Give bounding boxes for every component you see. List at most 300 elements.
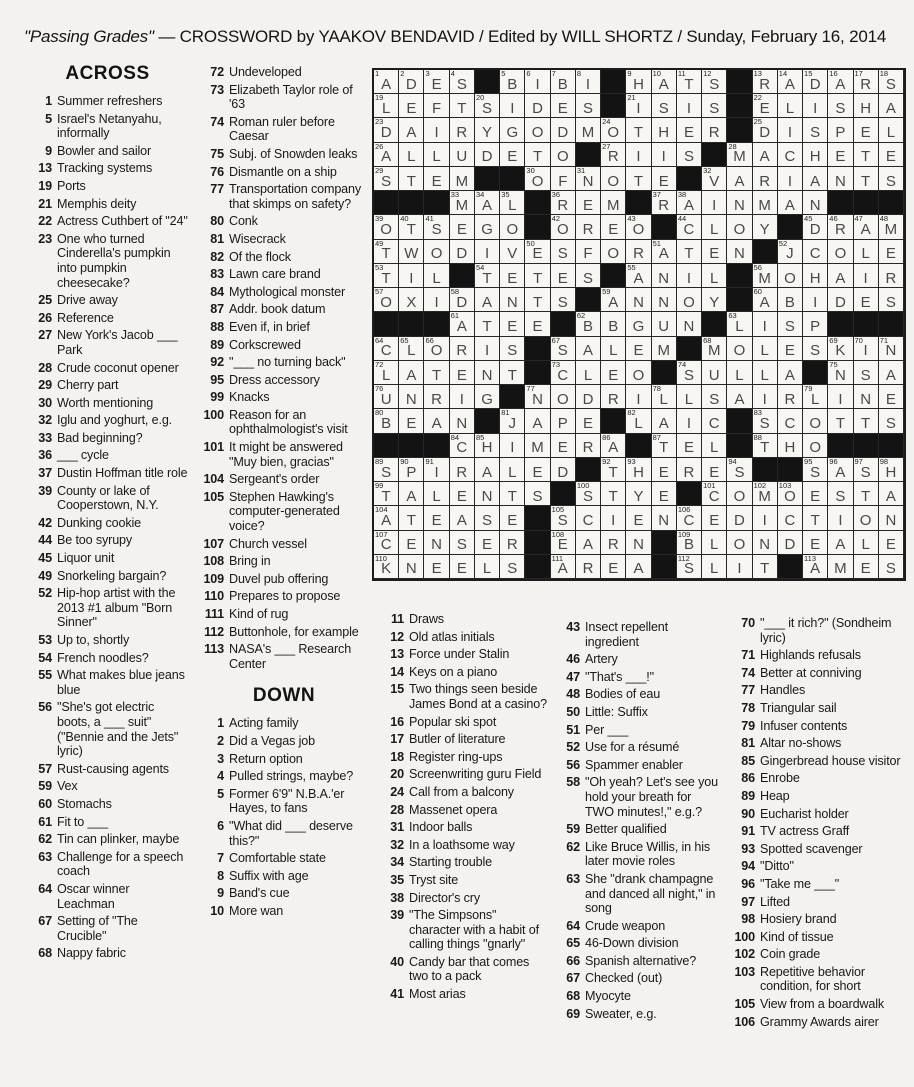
grid-cell-r4c18[interactable] (803, 143, 828, 167)
grid-cell-r13c6[interactable] (500, 361, 525, 385)
grid-cell-r8c21[interactable] (879, 240, 904, 264)
grid-cell-r1c19[interactable] (828, 70, 853, 94)
grid-cell-r3c16[interactable] (753, 118, 778, 142)
grid-cell-r2c7[interactable] (525, 94, 550, 118)
grid-cell-r11c6[interactable] (500, 312, 525, 336)
grid-cell-r5c12[interactable] (652, 167, 677, 191)
grid-cell-r18c5[interactable] (475, 482, 500, 506)
grid-cell-r11c17[interactable] (778, 312, 803, 336)
grid-cell-r6c6[interactable] (500, 191, 525, 215)
grid-cell-r9c19[interactable] (828, 264, 853, 288)
grid-cell-r5c17[interactable] (778, 167, 803, 191)
grid-cell-r2c2[interactable] (399, 94, 424, 118)
grid-cell-r9c11[interactable] (626, 264, 651, 288)
grid-cell-r20c16[interactable] (753, 531, 778, 555)
grid-cell-r8c17[interactable] (778, 240, 803, 264)
grid-cell-r5c3[interactable] (424, 167, 449, 191)
grid-cell-r9c5[interactable] (475, 264, 500, 288)
grid-cell-r15c12[interactable] (652, 409, 677, 433)
grid-cell-r11c13[interactable] (677, 312, 702, 336)
grid-cell-r3c4[interactable] (450, 118, 475, 142)
grid-cell-r17c3[interactable] (424, 458, 449, 482)
grid-cell-r7c21[interactable] (879, 215, 904, 239)
grid-cell-r6c9[interactable] (576, 191, 601, 215)
grid-cell-r8c6[interactable] (500, 240, 525, 264)
grid-cell-r11c18[interactable] (803, 312, 828, 336)
grid-cell-r13c10[interactable] (601, 361, 626, 385)
grid-cell-r12c2[interactable] (399, 337, 424, 361)
grid-cell-r8c20[interactable] (854, 240, 879, 264)
grid-cell-r1c7[interactable] (525, 70, 550, 94)
grid-cell-r15c3[interactable] (424, 409, 449, 433)
grid-cell-r9c7[interactable] (525, 264, 550, 288)
grid-cell-r5c2[interactable] (399, 167, 424, 191)
grid-cell-r12c14[interactable] (702, 337, 727, 361)
grid-cell-r11c10[interactable] (601, 312, 626, 336)
grid-cell-r2c4[interactable] (450, 94, 475, 118)
grid-cell-r13c19[interactable] (828, 361, 853, 385)
grid-cell-r10c8[interactable] (551, 288, 576, 312)
grid-cell-r5c18[interactable] (803, 167, 828, 191)
grid-cell-r20c14[interactable] (702, 531, 727, 555)
grid-cell-r3c18[interactable] (803, 118, 828, 142)
grid-cell-r16c14[interactable] (702, 434, 727, 458)
grid-cell-r10c7[interactable] (525, 288, 550, 312)
grid-cell-r17c14[interactable] (702, 458, 727, 482)
grid-cell-r18c20[interactable] (854, 482, 879, 506)
grid-cell-r16c6[interactable] (500, 434, 525, 458)
grid-cell-r3c20[interactable] (854, 118, 879, 142)
grid-cell-r3c11[interactable] (626, 118, 651, 142)
grid-cell-r20c10[interactable] (601, 531, 626, 555)
grid-cell-r7c5[interactable] (475, 215, 500, 239)
grid-cell-r18c11[interactable] (626, 482, 651, 506)
grid-cell-r20c9[interactable] (576, 531, 601, 555)
grid-cell-r3c6[interactable] (500, 118, 525, 142)
grid-cell-r6c14[interactable] (702, 191, 727, 215)
grid-cell-r4c1[interactable] (374, 143, 399, 167)
grid-cell-r17c18[interactable] (803, 458, 828, 482)
grid-cell-r15c14[interactable] (702, 409, 727, 433)
grid-cell-r21c8[interactable] (551, 555, 576, 579)
grid-cell-r9c17[interactable] (778, 264, 803, 288)
grid-cell-r20c11[interactable] (626, 531, 651, 555)
grid-cell-r19c1[interactable] (374, 506, 399, 530)
grid-cell-r18c19[interactable] (828, 482, 853, 506)
grid-cell-r10c10[interactable] (601, 288, 626, 312)
grid-cell-r4c5[interactable] (475, 143, 500, 167)
grid-cell-r14c3[interactable] (424, 385, 449, 409)
grid-cell-r4c16[interactable] (753, 143, 778, 167)
grid-cell-r21c15[interactable] (727, 555, 752, 579)
grid-cell-r20c18[interactable] (803, 531, 828, 555)
grid-cell-r1c12[interactable] (652, 70, 677, 94)
grid-cell-r8c19[interactable] (828, 240, 853, 264)
grid-cell-r3c13[interactable] (677, 118, 702, 142)
grid-cell-r18c7[interactable] (525, 482, 550, 506)
grid-cell-r20c3[interactable] (424, 531, 449, 555)
grid-cell-r5c20[interactable] (854, 167, 879, 191)
grid-cell-r10c1[interactable] (374, 288, 399, 312)
grid-cell-r1c14[interactable] (702, 70, 727, 94)
grid-cell-r1c3[interactable] (424, 70, 449, 94)
grid-cell-r13c17[interactable] (778, 361, 803, 385)
grid-cell-r6c17[interactable] (778, 191, 803, 215)
grid-cell-r12c3[interactable] (424, 337, 449, 361)
grid-cell-r1c6[interactable] (500, 70, 525, 94)
grid-cell-r12c15[interactable] (727, 337, 752, 361)
grid-cell-r12c6[interactable] (500, 337, 525, 361)
grid-cell-r11c16[interactable] (753, 312, 778, 336)
grid-cell-r19c10[interactable] (601, 506, 626, 530)
grid-cell-r20c20[interactable] (854, 531, 879, 555)
grid-cell-r1c2[interactable] (399, 70, 424, 94)
grid-cell-r7c1[interactable] (374, 215, 399, 239)
grid-cell-r19c21[interactable] (879, 506, 904, 530)
grid-cell-r9c14[interactable] (702, 264, 727, 288)
grid-cell-r19c19[interactable] (828, 506, 853, 530)
grid-cell-r8c4[interactable] (450, 240, 475, 264)
grid-cell-r3c7[interactable] (525, 118, 550, 142)
grid-cell-r2c19[interactable] (828, 94, 853, 118)
grid-cell-r13c20[interactable] (854, 361, 879, 385)
grid-cell-r18c2[interactable] (399, 482, 424, 506)
grid-cell-r5c8[interactable] (551, 167, 576, 191)
grid-cell-r5c16[interactable] (753, 167, 778, 191)
grid-cell-r1c1[interactable] (374, 70, 399, 94)
grid-cell-r10c13[interactable] (677, 288, 702, 312)
grid-cell-r8c9[interactable] (576, 240, 601, 264)
grid-cell-r17c8[interactable] (551, 458, 576, 482)
grid-cell-r19c12[interactable] (652, 506, 677, 530)
grid-cell-r2c5[interactable] (475, 94, 500, 118)
grid-cell-r10c4[interactable] (450, 288, 475, 312)
grid-cell-r16c5[interactable] (475, 434, 500, 458)
grid-cell-r20c19[interactable] (828, 531, 853, 555)
grid-cell-r13c11[interactable] (626, 361, 651, 385)
grid-cell-r15c13[interactable] (677, 409, 702, 433)
grid-cell-r20c1[interactable] (374, 531, 399, 555)
grid-cell-r17c5[interactable] (475, 458, 500, 482)
grid-cell-r13c4[interactable] (450, 361, 475, 385)
grid-cell-r12c10[interactable] (601, 337, 626, 361)
grid-cell-r14c13[interactable] (677, 385, 702, 409)
grid-cell-r14c2[interactable] (399, 385, 424, 409)
grid-cell-r3c21[interactable] (879, 118, 904, 142)
grid-cell-r4c6[interactable] (500, 143, 525, 167)
grid-cell-r14c9[interactable] (576, 385, 601, 409)
grid-cell-r9c20[interactable] (854, 264, 879, 288)
grid-cell-r13c14[interactable] (702, 361, 727, 385)
grid-cell-r7c13[interactable] (677, 215, 702, 239)
grid-cell-r10c16[interactable] (753, 288, 778, 312)
grid-cell-r14c19[interactable] (828, 385, 853, 409)
grid-cell-r10c18[interactable] (803, 288, 828, 312)
grid-cell-r8c8[interactable] (551, 240, 576, 264)
grid-cell-r7c20[interactable] (854, 215, 879, 239)
grid-cell-r18c18[interactable] (803, 482, 828, 506)
grid-cell-r2c11[interactable] (626, 94, 651, 118)
grid-cell-r1c4[interactable] (450, 70, 475, 94)
grid-cell-r21c5[interactable] (475, 555, 500, 579)
grid-cell-r21c14[interactable] (702, 555, 727, 579)
grid-cell-r7c2[interactable] (399, 215, 424, 239)
grid-cell-r4c21[interactable] (879, 143, 904, 167)
grid-cell-r5c15[interactable] (727, 167, 752, 191)
grid-cell-r17c13[interactable] (677, 458, 702, 482)
grid-cell-r3c10[interactable] (601, 118, 626, 142)
grid-cell-r12c19[interactable] (828, 337, 853, 361)
grid-cell-r13c9[interactable] (576, 361, 601, 385)
grid-cell-r2c9[interactable] (576, 94, 601, 118)
grid-cell-r15c1[interactable] (374, 409, 399, 433)
grid-cell-r12c9[interactable] (576, 337, 601, 361)
grid-cell-r12c17[interactable] (778, 337, 803, 361)
grid-cell-r13c21[interactable] (879, 361, 904, 385)
grid-cell-r21c2[interactable] (399, 555, 424, 579)
grid-cell-r17c21[interactable] (879, 458, 904, 482)
grid-cell-r9c16[interactable] (753, 264, 778, 288)
grid-cell-r19c8[interactable] (551, 506, 576, 530)
grid-cell-r15c7[interactable] (525, 409, 550, 433)
grid-cell-r5c7[interactable] (525, 167, 550, 191)
grid-cell-r7c3[interactable] (424, 215, 449, 239)
grid-cell-r12c21[interactable] (879, 337, 904, 361)
grid-cell-r21c13[interactable] (677, 555, 702, 579)
grid-cell-r3c17[interactable] (778, 118, 803, 142)
grid-cell-r19c14[interactable] (702, 506, 727, 530)
grid-cell-r16c7[interactable] (525, 434, 550, 458)
grid-cell-r15c18[interactable] (803, 409, 828, 433)
grid-cell-r10c19[interactable] (828, 288, 853, 312)
grid-cell-r5c9[interactable] (576, 167, 601, 191)
grid-cell-r5c11[interactable] (626, 167, 651, 191)
grid-cell-r14c11[interactable] (626, 385, 651, 409)
grid-cell-r7c19[interactable] (828, 215, 853, 239)
grid-cell-r9c3[interactable] (424, 264, 449, 288)
grid-cell-r13c1[interactable] (374, 361, 399, 385)
grid-cell-r21c21[interactable] (879, 555, 904, 579)
grid-cell-r4c19[interactable] (828, 143, 853, 167)
grid-cell-r2c1[interactable] (374, 94, 399, 118)
grid-cell-r18c4[interactable] (450, 482, 475, 506)
grid-cell-r3c19[interactable] (828, 118, 853, 142)
grid-cell-r16c18[interactable] (803, 434, 828, 458)
grid-cell-r19c3[interactable] (424, 506, 449, 530)
grid-cell-r13c16[interactable] (753, 361, 778, 385)
grid-cell-r8c18[interactable] (803, 240, 828, 264)
grid-cell-r15c8[interactable] (551, 409, 576, 433)
grid-cell-r17c2[interactable] (399, 458, 424, 482)
grid-cell-r5c4[interactable] (450, 167, 475, 191)
grid-cell-r8c5[interactable] (475, 240, 500, 264)
grid-cell-r10c17[interactable] (778, 288, 803, 312)
grid-cell-r2c17[interactable] (778, 94, 803, 118)
grid-cell-r12c11[interactable] (626, 337, 651, 361)
grid-cell-r10c5[interactable] (475, 288, 500, 312)
grid-cell-r14c14[interactable] (702, 385, 727, 409)
grid-cell-r18c3[interactable] (424, 482, 449, 506)
grid-cell-r11c7[interactable] (525, 312, 550, 336)
grid-cell-r15c19[interactable] (828, 409, 853, 433)
grid-cell-r12c5[interactable] (475, 337, 500, 361)
grid-cell-r9c21[interactable] (879, 264, 904, 288)
grid-cell-r14c5[interactable] (475, 385, 500, 409)
grid-cell-r21c6[interactable] (500, 555, 525, 579)
grid-cell-r20c17[interactable] (778, 531, 803, 555)
grid-cell-r16c4[interactable] (450, 434, 475, 458)
grid-cell-r5c19[interactable] (828, 167, 853, 191)
grid-cell-r10c21[interactable] (879, 288, 904, 312)
grid-cell-r17c12[interactable] (652, 458, 677, 482)
grid-cell-r9c1[interactable] (374, 264, 399, 288)
grid-cell-r4c12[interactable] (652, 143, 677, 167)
grid-cell-r4c10[interactable] (601, 143, 626, 167)
grid-cell-r16c17[interactable] (778, 434, 803, 458)
grid-cell-r19c16[interactable] (753, 506, 778, 530)
grid-cell-r17c4[interactable] (450, 458, 475, 482)
grid-cell-r9c9[interactable] (576, 264, 601, 288)
grid-cell-r6c8[interactable] (551, 191, 576, 215)
grid-cell-r15c9[interactable] (576, 409, 601, 433)
grid-cell-r14c7[interactable] (525, 385, 550, 409)
grid-cell-r18c9[interactable] (576, 482, 601, 506)
grid-cell-r4c11[interactable] (626, 143, 651, 167)
grid-cell-r20c5[interactable] (475, 531, 500, 555)
grid-cell-r16c16[interactable] (753, 434, 778, 458)
grid-cell-r14c10[interactable] (601, 385, 626, 409)
grid-cell-r14c1[interactable] (374, 385, 399, 409)
grid-cell-r3c9[interactable] (576, 118, 601, 142)
grid-cell-r6c18[interactable] (803, 191, 828, 215)
grid-cell-r18c10[interactable] (601, 482, 626, 506)
grid-cell-r18c16[interactable] (753, 482, 778, 506)
grid-cell-r16c10[interactable] (601, 434, 626, 458)
grid-cell-r4c13[interactable] (677, 143, 702, 167)
grid-cell-r8c2[interactable] (399, 240, 424, 264)
grid-cell-r10c3[interactable] (424, 288, 449, 312)
grid-cell-r9c8[interactable] (551, 264, 576, 288)
grid-cell-r3c8[interactable] (551, 118, 576, 142)
grid-cell-r18c6[interactable] (500, 482, 525, 506)
grid-cell-r4c4[interactable] (450, 143, 475, 167)
grid-cell-r21c19[interactable] (828, 555, 853, 579)
grid-cell-r2c12[interactable] (652, 94, 677, 118)
grid-cell-r19c20[interactable] (854, 506, 879, 530)
grid-cell-r7c6[interactable] (500, 215, 525, 239)
grid-cell-r4c20[interactable] (854, 143, 879, 167)
grid-cell-r3c2[interactable] (399, 118, 424, 142)
grid-cell-r18c15[interactable] (727, 482, 752, 506)
grid-cell-r19c11[interactable] (626, 506, 651, 530)
grid-cell-r12c4[interactable] (450, 337, 475, 361)
grid-cell-r4c17[interactable] (778, 143, 803, 167)
grid-cell-r11c15[interactable] (727, 312, 752, 336)
grid-cell-r17c11[interactable] (626, 458, 651, 482)
grid-cell-r15c21[interactable] (879, 409, 904, 433)
grid-cell-r1c13[interactable] (677, 70, 702, 94)
grid-cell-r13c5[interactable] (475, 361, 500, 385)
grid-cell-r4c3[interactable] (424, 143, 449, 167)
grid-cell-r9c13[interactable] (677, 264, 702, 288)
grid-cell-r20c8[interactable] (551, 531, 576, 555)
grid-cell-r12c1[interactable] (374, 337, 399, 361)
grid-cell-r2c3[interactable] (424, 94, 449, 118)
grid-cell-r18c1[interactable] (374, 482, 399, 506)
grid-cell-r3c1[interactable] (374, 118, 399, 142)
grid-cell-r6c10[interactable] (601, 191, 626, 215)
grid-cell-r7c18[interactable] (803, 215, 828, 239)
grid-cell-r4c7[interactable] (525, 143, 550, 167)
grid-cell-r6c15[interactable] (727, 191, 752, 215)
grid-cell-r17c20[interactable] (854, 458, 879, 482)
grid-cell-r19c17[interactable] (778, 506, 803, 530)
grid-cell-r4c2[interactable] (399, 143, 424, 167)
grid-cell-r19c6[interactable] (500, 506, 525, 530)
grid-cell-r14c8[interactable] (551, 385, 576, 409)
grid-cell-r17c15[interactable] (727, 458, 752, 482)
grid-cell-r21c3[interactable] (424, 555, 449, 579)
grid-cell-r2c18[interactable] (803, 94, 828, 118)
grid-cell-r11c5[interactable] (475, 312, 500, 336)
grid-cell-r16c13[interactable] (677, 434, 702, 458)
grid-cell-r7c9[interactable] (576, 215, 601, 239)
grid-cell-r1c21[interactable] (879, 70, 904, 94)
grid-cell-r1c8[interactable] (551, 70, 576, 94)
grid-cell-r13c2[interactable] (399, 361, 424, 385)
grid-cell-r4c8[interactable] (551, 143, 576, 167)
grid-cell-r10c14[interactable] (702, 288, 727, 312)
grid-cell-r14c21[interactable] (879, 385, 904, 409)
grid-cell-r15c11[interactable] (626, 409, 651, 433)
grid-cell-r21c16[interactable] (753, 555, 778, 579)
grid-cell-r6c13[interactable] (677, 191, 702, 215)
grid-cell-r1c17[interactable] (778, 70, 803, 94)
grid-cell-r1c9[interactable] (576, 70, 601, 94)
grid-cell-r1c20[interactable] (854, 70, 879, 94)
grid-cell-r17c10[interactable] (601, 458, 626, 482)
grid-cell-r4c15[interactable] (727, 143, 752, 167)
grid-cell-r20c4[interactable] (450, 531, 475, 555)
grid-cell-r19c2[interactable] (399, 506, 424, 530)
grid-cell-r10c2[interactable] (399, 288, 424, 312)
grid-cell-r17c7[interactable] (525, 458, 550, 482)
grid-cell-r15c2[interactable] (399, 409, 424, 433)
grid-cell-r18c12[interactable] (652, 482, 677, 506)
grid-cell-r20c15[interactable] (727, 531, 752, 555)
grid-cell-r3c5[interactable] (475, 118, 500, 142)
grid-cell-r2c13[interactable] (677, 94, 702, 118)
grid-cell-r8c10[interactable] (601, 240, 626, 264)
grid-cell-r11c11[interactable] (626, 312, 651, 336)
grid-cell-r15c16[interactable] (753, 409, 778, 433)
grid-cell-r9c2[interactable] (399, 264, 424, 288)
grid-cell-r14c4[interactable] (450, 385, 475, 409)
grid-cell-r18c21[interactable] (879, 482, 904, 506)
grid-cell-r19c5[interactable] (475, 506, 500, 530)
grid-cell-r13c15[interactable] (727, 361, 752, 385)
grid-cell-r14c18[interactable] (803, 385, 828, 409)
grid-cell-r19c4[interactable] (450, 506, 475, 530)
grid-cell-r3c3[interactable] (424, 118, 449, 142)
grid-cell-r5c10[interactable] (601, 167, 626, 191)
grid-cell-r12c12[interactable] (652, 337, 677, 361)
grid-cell-r19c18[interactable] (803, 506, 828, 530)
grid-cell-r6c12[interactable] (652, 191, 677, 215)
grid-cell-r10c11[interactable] (626, 288, 651, 312)
grid-cell-r2c20[interactable] (854, 94, 879, 118)
grid-cell-r5c1[interactable] (374, 167, 399, 191)
